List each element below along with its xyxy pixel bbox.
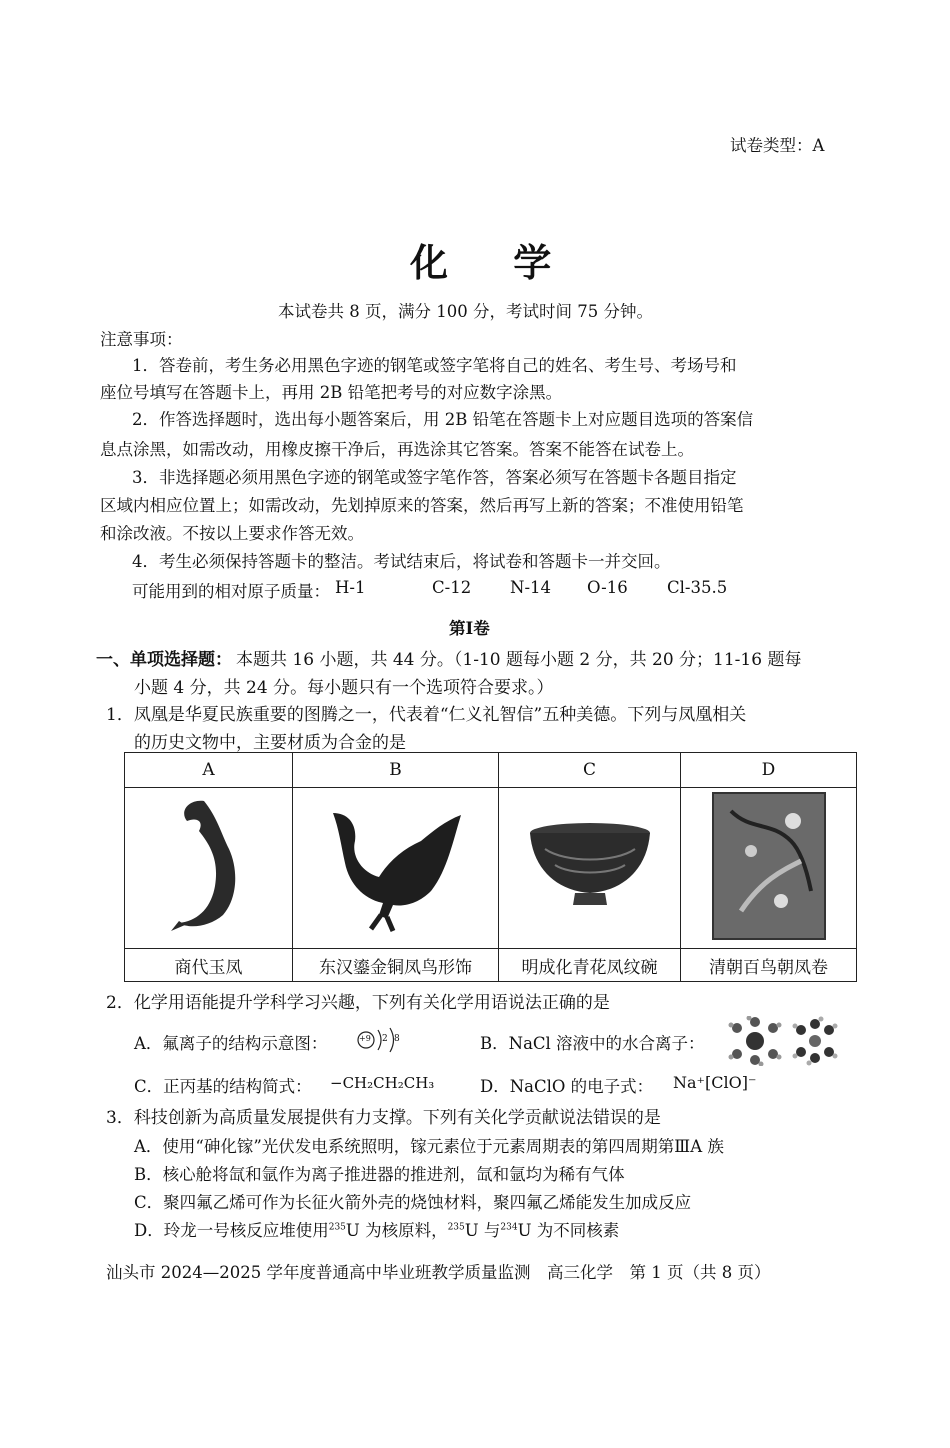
q3-option-c: C．聚四氟乙烯可作为长征火箭外壳的烧蚀材料，聚四氟乙烯能发生加成反应: [134, 1193, 692, 1212]
subtitle: 本试卷共 8 页，满分 100 分，考试时间 75 分钟。: [278, 302, 653, 321]
note-line: 1．答卷前，考生务必用黑色字迹的钢笔或签字笔将自己的姓名、考生号、考场号和: [132, 356, 737, 375]
q3-stem: 3．科技创新为高质量发展提供有力支撑。下列有关化学贡献说法错误的是: [106, 1108, 661, 1128]
page-footer: 汕头市 2024—2025 学年度普通高中毕业班教学质量监测 高三化学 第 1 页（共 8 页）: [106, 1263, 771, 1282]
page-title: 化 学: [410, 240, 578, 285]
q3-d-text: D．玲龙一号核反应堆使用: [134, 1221, 329, 1240]
option-caption-b: 东汉鎏金铜凤鸟形饰: [293, 949, 499, 982]
q3-d-text: U 为核原料，: [345, 1221, 448, 1240]
note-line: 区域内相应位置上；如需改动，先划掉原来的答案，然后再写上新的答案；不准使用铅笔: [100, 496, 744, 515]
atomic-mass: O-16: [587, 578, 628, 597]
option-caption-a: 商代玉凤: [125, 949, 293, 982]
part1-line: 小题 4 分，共 24 分。每小题只有一个选项符合要求。）: [134, 678, 554, 698]
section-heading: 第Ⅰ卷: [449, 619, 490, 638]
option-header-c: C: [499, 753, 681, 788]
part1-label: 一、单项选择题：: [96, 650, 232, 670]
notes-heading: 注意事项：: [100, 330, 183, 349]
q3-option-a: A．使用“砷化镓”光伏发电系统照明，镓元素位于元素周期表的第四周期第ⅢA 族: [134, 1137, 724, 1156]
q3-option-d: [134, 1217, 619, 1241]
mass-number: 235: [447, 1222, 465, 1233]
propyl-formula: −CH₂CH₂CH₃: [330, 1074, 435, 1092]
nucleus-charge: +9: [359, 1034, 371, 1043]
q3-d-text: U 与: [464, 1221, 501, 1240]
q3-d-text: U 为不同核素: [517, 1221, 620, 1240]
part1-line: 本题共 16 小题，共 44 分。（1-10 题每小题 2 分，共 20 分；11-16 题每: [236, 650, 802, 670]
q3-option-b: B．核心舱将氙和氩作为离子推进器的推进剂，氙和氩均为稀有气体: [134, 1165, 625, 1184]
naclo-electron-formula: Na⁺[ClO]⁻: [673, 1073, 757, 1092]
shell-electrons: 2: [382, 1034, 388, 1044]
note-line: 和涂改液。不按以上要求作答无效。: [100, 524, 364, 543]
mass-number: 235: [328, 1222, 346, 1233]
option-header-d: D: [681, 753, 857, 788]
option-caption-d: 清朝百鸟朝凤卷: [681, 949, 857, 982]
option-header-b: B: [293, 753, 499, 788]
atomic-mass: C-12: [432, 578, 472, 597]
paper-type: 试卷类型：A: [730, 136, 825, 155]
note-line: 息点涂黑，如需改动，用橡皮擦干净后，再选涂其它答案。答案不能答在试卷上。: [100, 440, 694, 459]
q1-stem: 1．凤凰是华夏民族重要的图腾之一，代表着“仁义礼智信”五种美德。下列与凤凰相关: [106, 705, 747, 725]
option-caption-c: 明成化青花凤纹碗: [499, 949, 681, 982]
q2-option-d: D．NaClO 的电子式：: [480, 1077, 654, 1096]
q1-stem: 的历史文物中，主要材质为合金的是: [134, 733, 406, 753]
q2-option-c: C．正丙基的结构简式：: [134, 1077, 312, 1096]
hundred-birds-painting-image: [681, 788, 857, 949]
jade-phoenix-image: [125, 788, 293, 949]
fluoride-ion-diagram: [356, 1022, 406, 1058]
q2-option-a: A．氟离子的结构示意图：: [134, 1034, 328, 1053]
bronze-phoenix-image: [293, 788, 499, 949]
note-line: 3．非选择题必须用黑色字迹的钢笔或签字笔作答，答案必须写在答题卡各题目指定: [132, 468, 737, 487]
q2-option-b: B．NaCl 溶液中的水合离子：: [480, 1034, 705, 1053]
q2-stem: 2．化学用语能提升学科学习兴趣，下列有关化学用语说法正确的是: [106, 993, 610, 1013]
note-line: 座位号填写在答题卡上，再用 2B 铅笔把考号的对应数字涂黑。: [100, 383, 563, 402]
note-line: 2．作答选择题时，选出每小题答案后，用 2B 铅笔在答题卡上对应题目选项的答案信: [132, 410, 754, 429]
atomic-mass: H-1: [335, 578, 366, 597]
blue-white-bowl-image: [499, 788, 681, 949]
shell-electrons: 8: [394, 1034, 400, 1044]
atomic-mass: N-14: [510, 578, 552, 597]
option-header-a: A: [125, 753, 293, 788]
atomic-mass-label: 可能用到的相对原子质量：: [132, 582, 330, 601]
hydrated-ions-diagram: [727, 1016, 847, 1066]
mass-number: 234: [500, 1222, 518, 1233]
q1-options-table: [124, 752, 857, 982]
note-line: 4．考生必须保持答题卡的整洁。考试结束后，将试卷和答题卡一并交回。: [132, 552, 671, 571]
atomic-mass: Cl-35.5: [667, 578, 728, 597]
